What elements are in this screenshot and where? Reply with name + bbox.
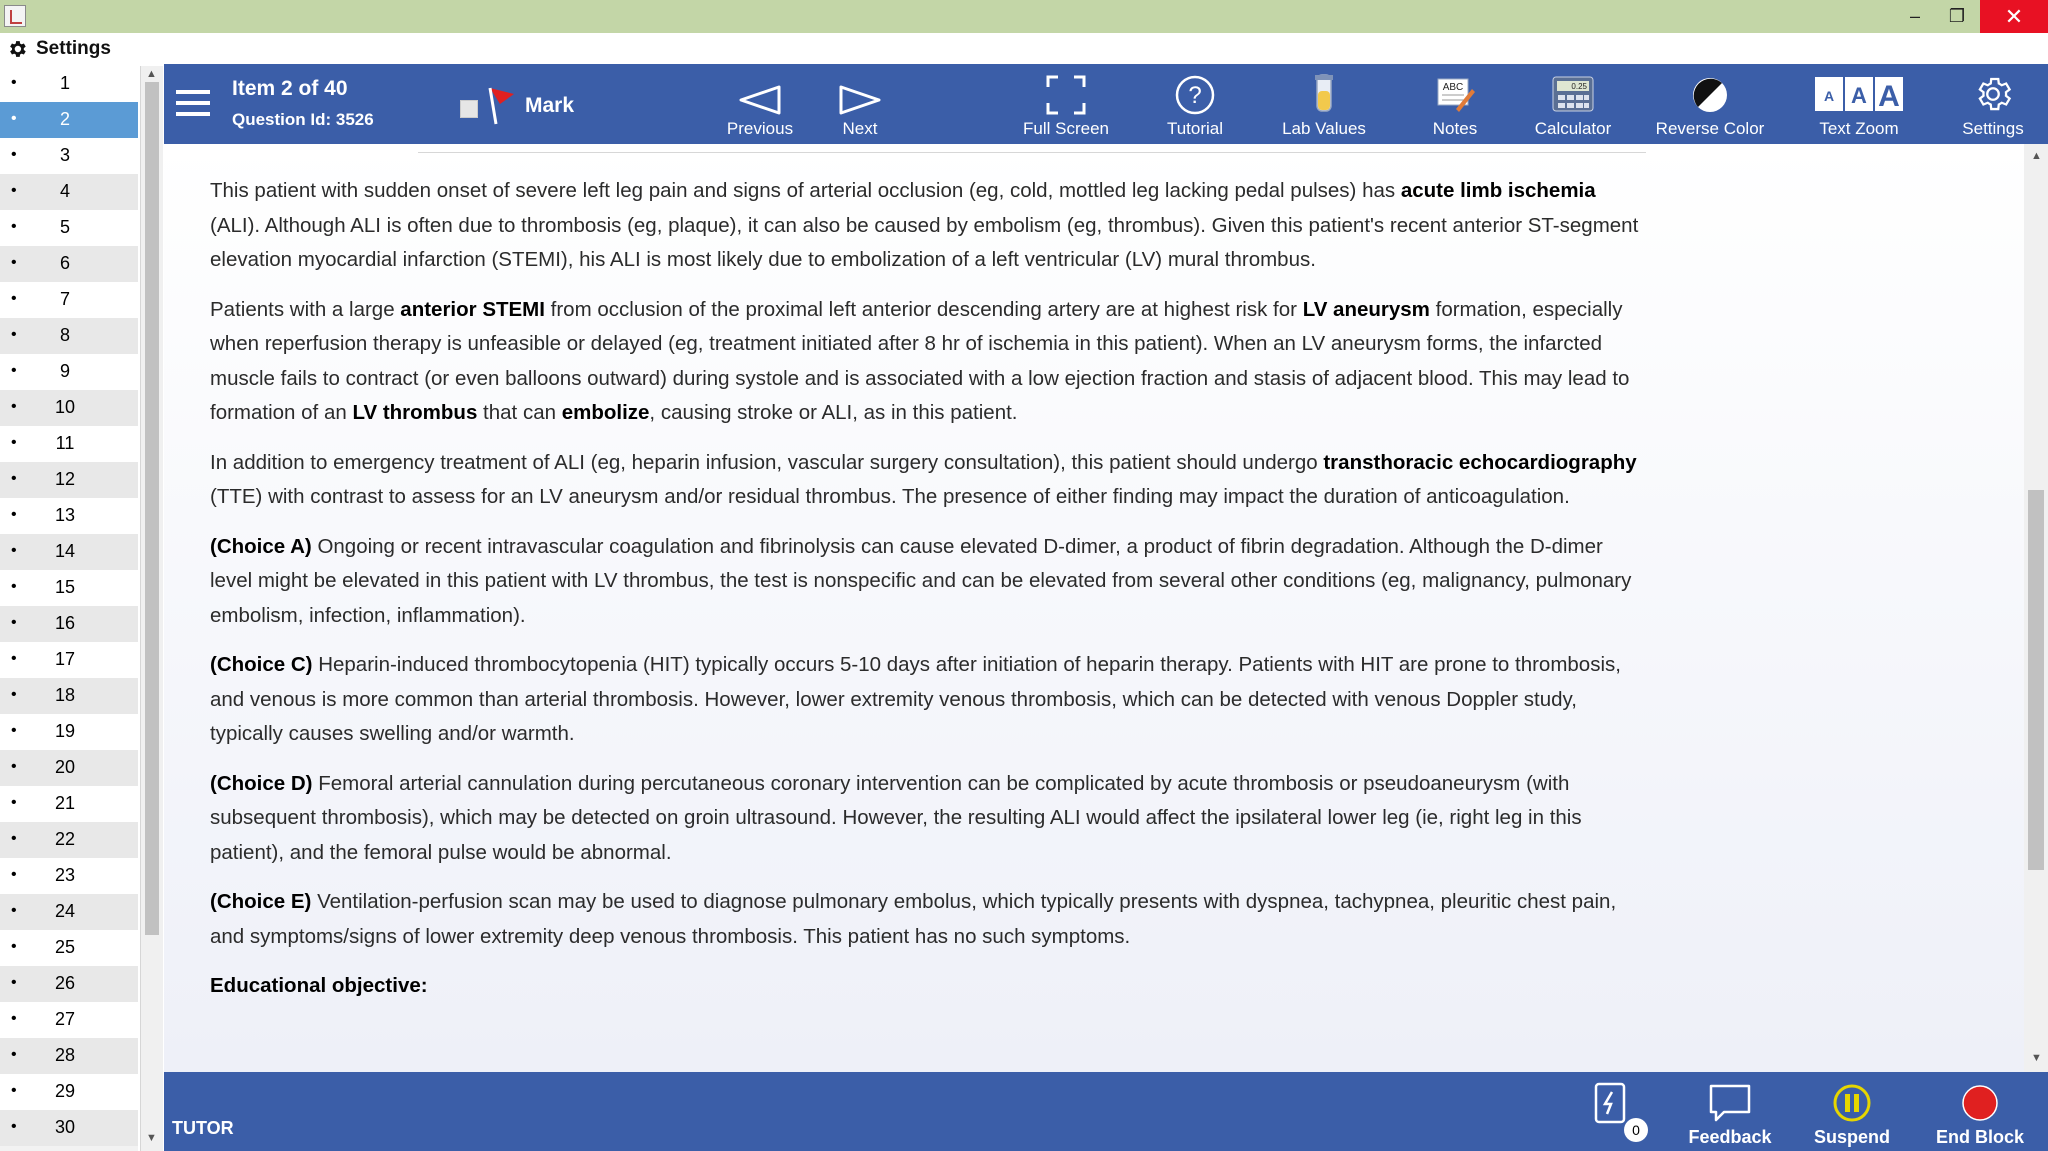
notes-button[interactable] bbox=[1410, 64, 1500, 144]
reverse-color-button[interactable] bbox=[1640, 64, 1780, 144]
calculator-button[interactable] bbox=[1518, 64, 1628, 144]
bold-text: embolize bbox=[561, 401, 650, 424]
zoom-large-letter: A bbox=[1878, 80, 1900, 113]
scroll-up-icon[interactable]: ▲ bbox=[2031, 150, 2042, 162]
question-number: 15 bbox=[54, 577, 76, 597]
text-run: This patient with sudden onset of severe left leg pain and signs of arterial occlusion (eg, cold, mottled leg lacking pedal pulses) has bbox=[210, 179, 1401, 202]
scroll-thumb[interactable] bbox=[145, 82, 159, 935]
status-dot-icon: • bbox=[11, 110, 17, 127]
status-dot-icon: • bbox=[11, 974, 17, 991]
zoom-small-letter: A bbox=[1823, 88, 1835, 104]
question-number: 5 bbox=[59, 217, 70, 237]
notes-icon bbox=[1434, 75, 1476, 115]
status-dot-icon: • bbox=[11, 182, 17, 199]
question-number: 18 bbox=[54, 685, 76, 705]
question-nav-item[interactable] bbox=[0, 606, 138, 642]
feedback-label: Feedback bbox=[1688, 1127, 1772, 1147]
text-run: formation, especially when reperfusion therapy is unfeasible or delayed (eg, treatment initiated after 8 hr of ischemia in this patient). When an LV aneurysm forms, the infarcted muscle fails to contract (or even balloons outward) during systole and is associated with a low ejection fraction and stasis of adjacent blood. This may lead to formation of an bbox=[210, 297, 1630, 424]
tab-divider bbox=[248, 152, 1646, 153]
status-dot-icon: • bbox=[11, 506, 17, 523]
status-dot-icon: • bbox=[11, 74, 17, 91]
status-dot-icon: • bbox=[11, 1118, 17, 1135]
question-number: 11 bbox=[55, 433, 75, 453]
question-nav-item[interactable] bbox=[0, 534, 138, 570]
question-number: 16 bbox=[54, 613, 76, 633]
status-dot-icon: • bbox=[11, 1046, 17, 1063]
notes-icon-text: ABC bbox=[1442, 82, 1464, 93]
question-number: 3 bbox=[59, 145, 70, 165]
question-nav-item[interactable] bbox=[0, 138, 138, 174]
previous-label: Previous bbox=[726, 119, 794, 138]
help-glyph: ? bbox=[1188, 82, 1202, 109]
suspend-button[interactable] bbox=[1802, 1072, 1902, 1151]
question-list bbox=[0, 66, 138, 1146]
mode-label: TUTOR bbox=[172, 1118, 234, 1138]
question-nav-item[interactable] bbox=[0, 786, 138, 822]
text-zoom-label: Text Zoom bbox=[1819, 119, 1899, 138]
status-dot-icon: • bbox=[11, 254, 17, 271]
question-number: 22 bbox=[54, 829, 76, 849]
status-dot-icon: • bbox=[11, 902, 17, 919]
bottom-toolbar bbox=[164, 1072, 2048, 1151]
question-number: 10 bbox=[54, 397, 76, 417]
active-tab-gap bbox=[248, 152, 418, 153]
status-dot-icon: • bbox=[11, 326, 17, 343]
question-nav-item[interactable] bbox=[0, 174, 138, 210]
question-number: 28 bbox=[54, 1045, 76, 1065]
explanation-scrollbar[interactable] bbox=[2024, 144, 2048, 1072]
calculator-display: 0.25 bbox=[1571, 82, 1587, 91]
bold-text: anterior STEMI bbox=[400, 297, 545, 321]
hamburger-menu-icon[interactable] bbox=[176, 90, 210, 118]
text-run: that can bbox=[477, 401, 562, 424]
question-number: 29 bbox=[54, 1081, 76, 1101]
status-dot-icon: • bbox=[11, 146, 17, 163]
toolbar-settings-button[interactable] bbox=[1948, 64, 2038, 144]
status-dot-icon: • bbox=[11, 218, 17, 235]
status-dot-icon: • bbox=[11, 758, 17, 775]
question-nav-item[interactable] bbox=[0, 390, 138, 426]
bold-text: (Choice E) bbox=[210, 890, 312, 913]
question-number: 1 bbox=[59, 73, 70, 93]
end-block-label: End Block bbox=[1935, 1127, 2024, 1147]
item-counter: Item 2 of 40 bbox=[232, 77, 348, 100]
explanation-panel bbox=[164, 144, 2024, 1072]
bold-text: (Choice A) bbox=[210, 534, 312, 558]
question-number: 4 bbox=[59, 181, 70, 201]
text-run: Femoral arterial cannulation during percutaneous coronary intervention can be complicated by acute thrombosis or pseudoaneurysm (with subsequent thrombosis), which may be detected on groin ultrasound. However, the resulting ALI would affect the ipsilateral lower leg (ie, right leg in this patient), and the femoral pulse would be abnormal. bbox=[210, 771, 1582, 864]
bold-text: transthoracic echocardiography bbox=[1323, 450, 1637, 474]
contrast-icon bbox=[1690, 75, 1730, 115]
question-number: 13 bbox=[54, 505, 76, 525]
explanation-paragraph bbox=[210, 446, 1646, 515]
status-dot-icon: • bbox=[11, 434, 17, 451]
zoom-medium-letter: A bbox=[1851, 83, 1867, 108]
full-screen-button[interactable] bbox=[1016, 64, 1116, 144]
explanation-background bbox=[164, 144, 2024, 1072]
settings-label: Settings bbox=[36, 37, 111, 59]
question-number: 21 bbox=[54, 793, 76, 813]
question-nav-item[interactable] bbox=[0, 714, 138, 750]
question-nav-item[interactable] bbox=[0, 966, 138, 1002]
arrow-left-icon bbox=[739, 85, 781, 115]
tutorial-button[interactable] bbox=[1150, 64, 1240, 144]
status-dot-icon: • bbox=[11, 686, 17, 703]
text-zoom-icon bbox=[1813, 75, 1905, 115]
educational-objective-heading bbox=[210, 969, 1646, 1004]
suspend-label: Suspend bbox=[1813, 1127, 1890, 1147]
explanation-paragraph bbox=[210, 174, 1646, 278]
next-label: Next bbox=[842, 119, 878, 138]
explanation-paragraph bbox=[210, 293, 1646, 431]
lab-results-button[interactable] bbox=[1594, 1082, 1644, 1144]
question-nav-item[interactable] bbox=[0, 246, 138, 282]
close-button[interactable]: ✕ bbox=[1980, 0, 2048, 33]
bold-text: (Choice C) bbox=[210, 653, 313, 676]
question-nav-item[interactable] bbox=[0, 102, 138, 138]
previous-button[interactable] bbox=[710, 64, 810, 144]
question-number: 7 bbox=[59, 289, 70, 309]
question-number: 9 bbox=[59, 361, 70, 381]
status-dot-icon: • bbox=[11, 938, 17, 955]
bold-text: acute limb ischemia bbox=[1400, 179, 1596, 202]
question-nav-item[interactable] bbox=[0, 894, 138, 930]
question-nav-item[interactable] bbox=[0, 642, 138, 678]
arrow-right-icon bbox=[839, 85, 881, 115]
text-run: Patients with a large bbox=[210, 297, 401, 321]
speech-bubble-icon bbox=[1708, 1083, 1752, 1123]
mark-checkbox[interactable] bbox=[460, 100, 478, 118]
text-run: (ALI). Although ALI is often due to thrombosis (eg, plaque), it can also be caused by embolism (eg, thrombus). Given this patient's recent anterior ST-segment elevation myocardial infarction (STEMI), his ALI is most likely due to embolization of a left ventricular (LV) mural thrombus. bbox=[210, 213, 1639, 271]
settings-label: Settings bbox=[1962, 119, 2024, 138]
status-dot-icon: • bbox=[11, 578, 17, 595]
lab-count-badge: 0 bbox=[1624, 1118, 1648, 1142]
question-number: 14 bbox=[54, 541, 76, 561]
bold-text: Educational objective: bbox=[210, 974, 428, 997]
minimize-button[interactable]: – bbox=[1909, 6, 1920, 26]
text-run: Ventilation-perfusion scan may be used to diagnose pulmonary embolus, which typically presents with dyspnea, tachypnea, pleuritic chest pain, and symptoms/signs of lower extremity deep venous thrombosis. This patient has no such symptoms. bbox=[210, 890, 1617, 948]
question-nav-item[interactable] bbox=[0, 822, 138, 858]
end-block-button[interactable] bbox=[1920, 1072, 2040, 1151]
lab-flask-icon bbox=[1594, 1082, 1628, 1126]
bold-text: LV thrombus bbox=[352, 401, 478, 424]
fullscreen-icon bbox=[1046, 75, 1086, 115]
status-dot-icon: • bbox=[11, 830, 17, 847]
question-number: 8 bbox=[59, 325, 70, 345]
question-nav-item[interactable] bbox=[0, 1038, 138, 1074]
question-nav-item[interactable] bbox=[0, 426, 138, 462]
help-circle-icon bbox=[1175, 75, 1215, 115]
reverse-color-label: Reverse Color bbox=[1655, 119, 1765, 138]
question-nav-item[interactable] bbox=[0, 354, 138, 390]
status-dot-icon: • bbox=[11, 650, 17, 667]
tutorial-label: Tutorial bbox=[1166, 119, 1224, 138]
question-navigator bbox=[0, 66, 138, 1151]
question-id: Question Id: 3526 bbox=[232, 110, 374, 129]
question-nav-item[interactable] bbox=[0, 678, 138, 714]
bold-text: (Choice D) bbox=[210, 771, 313, 795]
question-nav-item[interactable] bbox=[0, 210, 138, 246]
status-dot-icon: • bbox=[11, 614, 17, 631]
status-dot-icon: • bbox=[11, 1010, 17, 1027]
bold-text: LV aneurysm bbox=[1302, 297, 1430, 321]
text-zoom-button[interactable] bbox=[1804, 64, 1914, 144]
scroll-down-icon[interactable]: ▼ bbox=[2031, 1052, 2042, 1064]
text-run: In addition to emergency treatment of ALI (eg, heparin infusion, vascular surgery consultation), this patient should undergo bbox=[210, 450, 1324, 474]
next-button[interactable] bbox=[820, 64, 900, 144]
question-number: 30 bbox=[54, 1117, 76, 1137]
question-toolbar bbox=[164, 64, 2048, 144]
calculator-label: Calculator bbox=[1534, 119, 1612, 138]
question-number: 26 bbox=[54, 973, 76, 993]
question-number: 19 bbox=[54, 721, 76, 741]
question-number: 27 bbox=[54, 1009, 76, 1029]
question-nav-item[interactable] bbox=[0, 570, 138, 606]
flag-icon[interactable] bbox=[486, 86, 518, 126]
restore-button[interactable]: ❐ bbox=[1948, 6, 1966, 26]
pause-icon bbox=[1832, 1083, 1872, 1123]
question-nav-item[interactable] bbox=[0, 1074, 138, 1110]
question-number: 20 bbox=[54, 757, 76, 777]
status-dot-icon: • bbox=[11, 542, 17, 559]
lab-values-button[interactable] bbox=[1264, 64, 1384, 144]
question-nav-item[interactable] bbox=[0, 858, 138, 894]
scroll-down-icon[interactable]: ▼ bbox=[146, 1132, 157, 1144]
navigator-scrollbar[interactable] bbox=[140, 66, 163, 1151]
app-icon bbox=[4, 5, 26, 27]
question-nav-item[interactable] bbox=[0, 282, 138, 318]
question-number: 23 bbox=[54, 865, 76, 885]
stop-icon bbox=[1960, 1083, 2000, 1123]
status-dot-icon: • bbox=[11, 398, 17, 415]
choice-e-explanation bbox=[210, 885, 1646, 954]
text-run: (TTE) with contrast to assess for an LV aneurysm and/or residual thrombus. The presence of either finding may impact the duration of anticoagulation. bbox=[210, 485, 1570, 508]
test-tube-icon bbox=[1309, 73, 1339, 115]
choice-c-explanation bbox=[210, 648, 1646, 752]
scroll-up-icon[interactable]: ▲ bbox=[146, 68, 157, 80]
question-nav-item[interactable] bbox=[0, 66, 138, 102]
question-number: 2 bbox=[59, 109, 70, 129]
question-nav-item[interactable] bbox=[0, 318, 138, 354]
status-dot-icon: • bbox=[11, 362, 17, 379]
text-run: , causing stroke or ALI, as in this patient. bbox=[649, 401, 1018, 424]
scroll-thumb[interactable] bbox=[2028, 490, 2044, 870]
text-run: from occlusion of the proximal left anterior descending artery are at highest risk for bbox=[544, 297, 1303, 321]
status-dot-icon: • bbox=[11, 1082, 17, 1099]
question-number: 6 bbox=[59, 253, 70, 273]
status-dot-icon: • bbox=[11, 722, 17, 739]
question-nav-item[interactable] bbox=[0, 498, 138, 534]
mark-label[interactable]: Mark bbox=[525, 94, 575, 117]
question-nav-item[interactable] bbox=[0, 930, 138, 966]
question-number: 25 bbox=[54, 937, 76, 957]
status-dot-icon: • bbox=[11, 290, 17, 307]
question-number: 12 bbox=[54, 469, 76, 489]
status-dot-icon: • bbox=[11, 470, 17, 487]
question-nav-item[interactable] bbox=[0, 1002, 138, 1038]
settings-header[interactable] bbox=[0, 33, 2048, 64]
full-screen-label: Full Screen bbox=[1023, 119, 1109, 138]
gear-icon bbox=[1972, 73, 2014, 115]
question-nav-item[interactable] bbox=[0, 1110, 138, 1146]
text-run: Ongoing or recent intravascular coagulation and fibrinolysis can cause elevated D-dimer, a product of fibrin degradation. Although the D-dimer level might be elevated in this patient with LV thrombus, the test is nonspecific and can be elevated from several other conditions (eg, malignancy, pulmonary embolism, infection, inflammation). bbox=[210, 534, 1632, 627]
question-nav-item[interactable] bbox=[0, 750, 138, 786]
question-number: 24 bbox=[54, 901, 76, 921]
feedback-button[interactable] bbox=[1680, 1072, 1780, 1151]
status-dot-icon: • bbox=[11, 866, 17, 883]
text-run: Heparin-induced thrombocytopenia (HIT) typically occurs 5-10 days after initiation of heparin therapy. Patients with HIT are prone to thrombosis, and venous is more common than arterial thrombosis. However, lower extremity venous thrombosis, which can be detected with venous Doppler study, typically causes swelling and/or warmth. bbox=[210, 653, 1621, 745]
gear-icon bbox=[6, 38, 28, 60]
notes-label: Notes bbox=[1432, 119, 1478, 138]
status-dot-icon: • bbox=[11, 794, 17, 811]
explanation-text bbox=[210, 174, 1646, 1019]
calculator-icon bbox=[1551, 75, 1595, 115]
lab-values-label: Lab Values bbox=[1282, 119, 1366, 138]
question-number: 17 bbox=[54, 649, 76, 669]
question-nav-item[interactable] bbox=[0, 462, 138, 498]
window-titlebar bbox=[0, 0, 2048, 33]
choice-a-explanation bbox=[210, 530, 1646, 634]
choice-d-explanation bbox=[210, 767, 1646, 871]
